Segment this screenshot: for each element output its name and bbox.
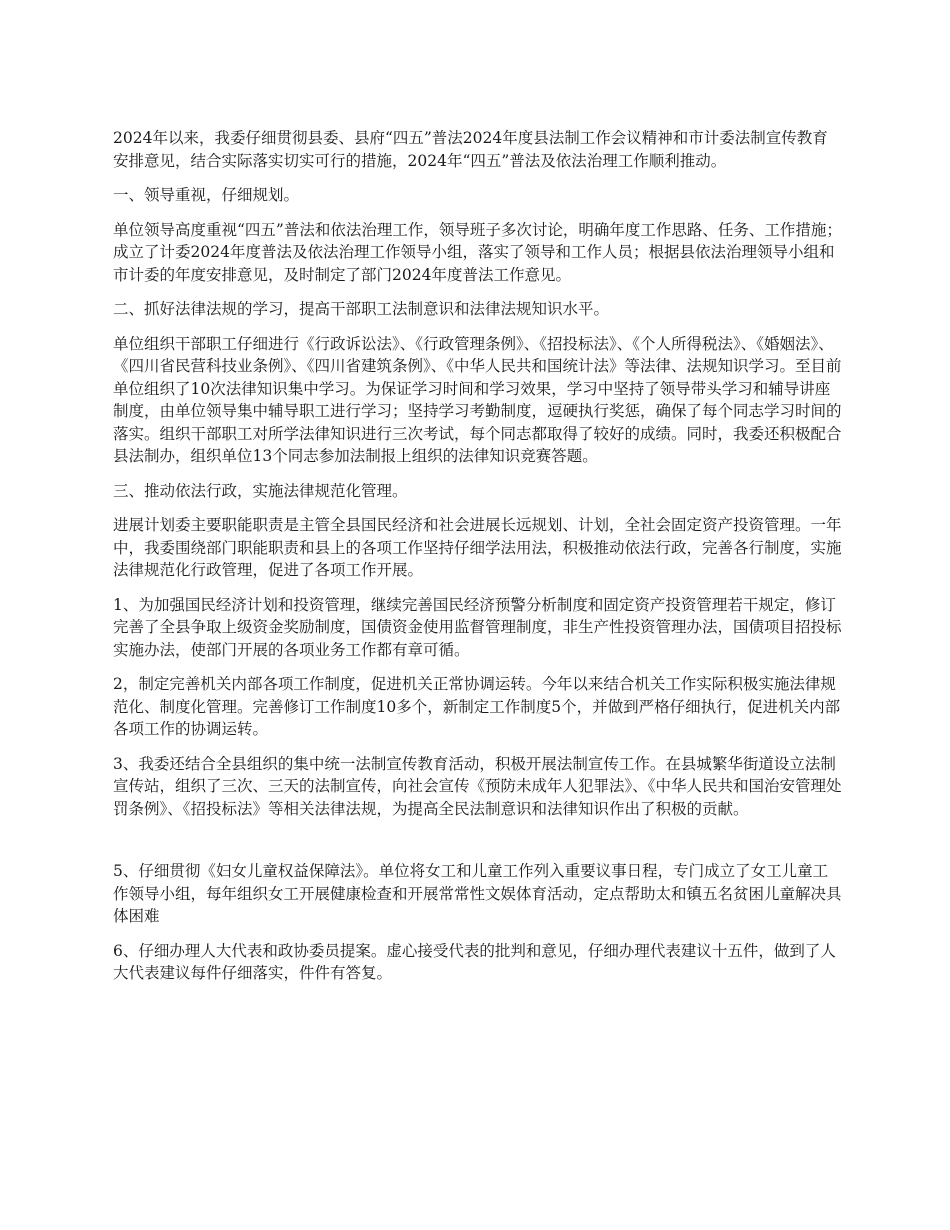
blank-gap (113, 832, 843, 860)
item-1-paragraph: 1、为加强国民经济计划和投资管理，继续完善国民经济预警分析制度和固定资产投资管理若干规定，修订完善了全县争取上级资金奖励制度，国债资金使用监督管理制度，非生产性投资管理办法，国债项目招投标实施办法，使部门开展的各项业务工作都有章可循。 (113, 595, 842, 659)
section-heading-3: 三、推动依法行政，实施法律规范化管理。 (113, 481, 408, 500)
item-2-paragraph: 2，制定完善机关内部各项工作制度，促进机关正常协调运转。今年以来结合机关工作实际积极实施法律规范化、制度化管理。完善修订工作制度10多个，新制定工作制度5个，并做到严格仔细执行，促进机关内部各项工作的协调运转。 (113, 675, 841, 738)
section-1-paragraph: 单位领导高度重视“四五”普法和依法治理工作，领导班子多次讨论，明确年度工作思路、任务、工作措施；成立了计委2024年度普法及依法治理工作领导小组，落实了领导和工作人员；根据县依法治理领导小组和市计委的年度安排意见，及时制定了部门2024年度普法工作意见。 (113, 220, 842, 284)
section-2-paragraph: 单位组织干部职工仔细进行《行政诉讼法》、《行政管理条例》、《招投标法》、《个人所得税法》、《婚姻法》、《四川省民营科技业条例》、《四川省建筑条例》、《中华人民共和国统计法》等法律、法规知识学习。至目前单位组织了10次法律知识集中学习。为保证学习时间和学习效果，学习中坚持了领导带头学习和辅导讲座制度，由单位领导集中辅导职工进行学习；坚持学习考勤制度，逗硬执行奖惩，确保了每个同志学习时间的落实。组织干部职工对所学法律知识进行三次考试，每个同志都取得了较好的成绩。同时，我委还积极配合县法制办，组织单位13个同志参加法制报上组织的法律知识竞赛答题。 (113, 334, 842, 465)
section-heading-1: 一、领导重视，仔细规划。 (113, 186, 300, 204)
item-3-paragraph: 3、我委还结合全县组织的集中统一法制宣传教育活动，积极开展法制宣传工作。在县城繁华街道设立法制宣传站，组织了三次、三天的法制宣传，向社会宣传《预防未成年人犯罪法》、《中华人民共和国治安管理处罚条例》、《招投标法》等相关法律法规，为提高全民法制意识和法律知识作出了积极的贡献。 (113, 754, 842, 818)
item-6-paragraph: 6、仔细办理人大代表和政协委员提案。虚心接受代表的批判和意见，仔细办理代表建议十五件，做到了人大代表建议每件仔细落实，件件有答复。 (113, 941, 836, 982)
document-body (113, 127, 843, 997)
section-3-paragraph: 进展计划委主要职能职责是主管全县国民经济和社会进展长远规划、计划，全社会固定资产投资管理。一年中，我委围绕部门职能职责和县上的各项工作坚持仔细学法用法，积极推动依法行政，完善各行制度，实施法律规范化行政管理，促进了各项工作开展。 (113, 516, 842, 579)
item-5-paragraph: 5、仔细贯彻《妇女儿童权益保障法》。单位将女工和儿童工作列入重要议事日程，专门成立了女工儿童工作领导小组，每年组织女工开展健康检查和开展常常性文娱体育活动，定点帮助太和镇五名贫困儿童解决具体困难 (113, 862, 842, 925)
section-heading-2: 二、抓好法律法规的学习，提高干部职工法制意识和法律法规知识水平。 (113, 300, 610, 318)
intro-paragraph: 2024年以来，我委仔细贯彻县委、县府“四五”普法2024年度县法制工作会议精神和市计委法制宣传教育安排意见，结合实际落实切实可行的措施，2024年“四五”普法及依法治理工作顺利推动。 (113, 129, 828, 170)
